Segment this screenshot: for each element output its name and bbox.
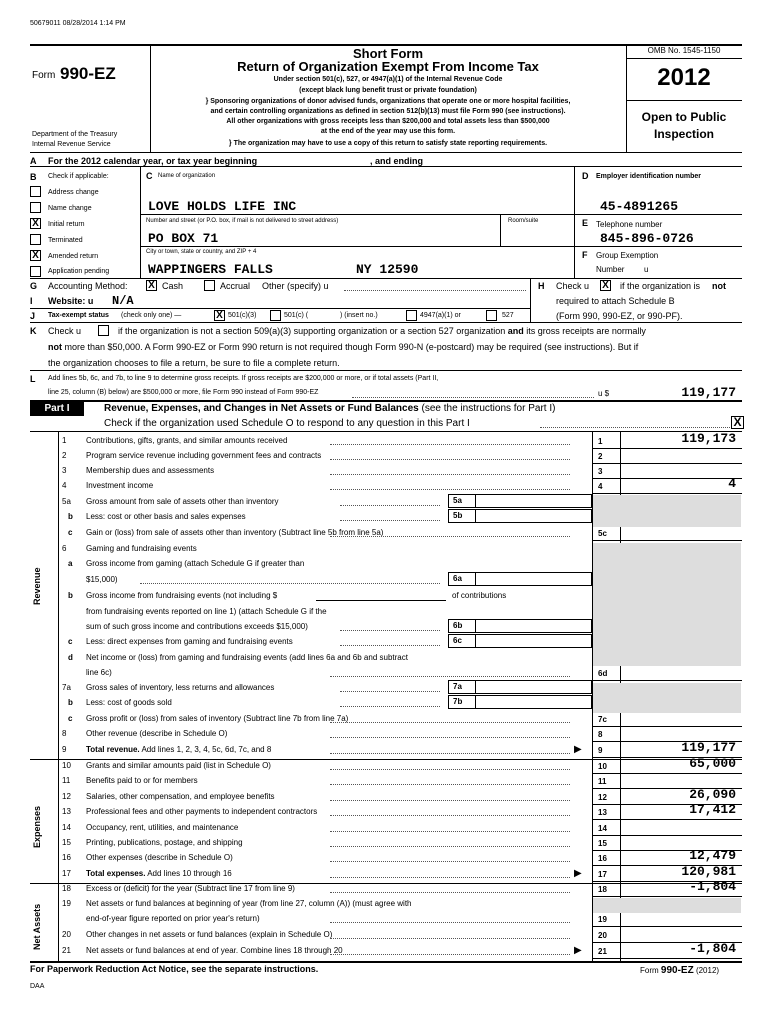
line-description: Printing, publications, postage, and shipping [86,838,243,847]
line-description: Membership dues and assessments [86,466,215,475]
row-k-letter: K [30,326,37,336]
line-description: Net assets or fund balances at end of year. Combine lines 18 through 20 [86,946,343,955]
row-j-letter: J [30,311,36,321]
website-label: Website: u [48,296,94,306]
row-h-text-2: required to attach Schedule B [556,296,675,306]
title-short-form: Short Form [352,46,424,61]
line-description: Net income or (loss) from gaming and fundraising events (add lines 6a and 6b and subtract [86,653,408,662]
sponsor-line-3: All other organizations with gross receipts less than $200,000 and total assets less than $500,000 [226,118,550,125]
subline-box: 5b [448,509,476,523]
line-number: d [68,653,73,662]
line-description: Gross amount from sale of assets other than inventory [86,497,279,506]
line-number: 19 [62,899,71,908]
checkbox-schedule-b[interactable]: X [600,280,611,291]
line-box-number: 7c [598,715,607,724]
row-h-letter: H [538,281,545,291]
side-label-expenses: Expenses [32,805,42,848]
line-amount[interactable]: -1,804 [689,879,736,894]
contributions-suffix: of contributions [452,591,507,600]
row-a-text: For the 2012 calendar year, or tax year beginning [48,156,258,166]
line-box-number: 18 [598,885,607,894]
checkbox-cash[interactable]: X [146,280,157,291]
open-public-2: Inspection [653,127,714,141]
checkbox-schedule-o[interactable]: X [731,416,744,429]
checkbox-address-change[interactable] [30,186,41,197]
line-description: Other changes in net assets or fund balances (explain in Schedule O) [86,930,333,939]
side-label-revenue: Revenue [32,567,42,605]
line-number: c [68,528,73,537]
open-public-1: Open to Public [641,110,727,124]
sponsor-line-2: and certain controlling organizations as defined in section 512(b)(13) must file Form 990 (see instructions). [210,108,566,115]
state-zip[interactable]: NY 12590 [356,262,419,277]
label-initial-return: Initial return [48,221,85,228]
line-description: Program service revenue including government fees and contracts [86,451,322,460]
other-method-label: Other (specify) u [262,281,329,291]
line-number: 21 [62,946,71,955]
tax-exempt-note: (check only one) — [121,312,182,319]
line-number: 15 [62,838,71,847]
arrow-icon: ▶ [574,868,582,879]
group-number-arrow: u [644,265,649,274]
checkbox-name-change[interactable] [30,202,41,213]
line-amount[interactable]: 120,981 [681,864,736,879]
line-description: Net assets or fund balances at beginning of year (from line 27, column (A)) (must agree with [86,899,412,908]
line-box-number: 11 [598,777,607,786]
subline-amount-input[interactable] [476,619,592,633]
line-description: Gross income from fundraising events (not including $ [86,591,278,600]
line-description: Professional fees and other payments to independent contractors [86,807,318,816]
line-number: 4 [62,481,67,490]
subline-box: 5a [448,494,476,508]
arrow-icon: ▶ [574,945,582,956]
row-k-text-3: the organization chooses to file a return, be sure to file a complete return. [48,358,340,368]
line-number: b [68,512,73,521]
subline-amount-input[interactable] [476,494,592,508]
line-amount[interactable]: -1,804 [689,941,736,956]
subline-amount-input[interactable] [476,634,592,648]
checkbox-application-pending[interactable] [30,266,41,277]
room-label: Room/suite [508,218,539,224]
street-label: Number and street (or P.O. box, if mail is not delivered to street address) [146,218,339,224]
checkbox-501c3[interactable]: X [214,310,225,321]
irs-label: Internal Revenue Service [32,141,111,148]
line-box-number: 3 [598,467,603,476]
subline-box: 7b [448,695,476,709]
omb-number: OMB No. 1545-1150 [647,46,721,55]
subline-amount-input[interactable] [476,680,592,694]
label-527: 527 [502,312,514,319]
line-description: Grants and similar amounts paid (list in Schedule O) [86,761,271,770]
row-b-label: Check if applicable: [48,173,109,180]
line-description: Salaries, other compensation, and employee benefits [86,792,275,801]
line-box-number: 17 [598,870,607,879]
line-box-number: 15 [598,839,607,848]
line-amount[interactable]: 65,000 [689,756,736,771]
row-g-letter: G [30,281,38,291]
line-number: 12 [62,792,71,801]
line-number: 14 [62,823,71,832]
line-number: 6 [62,544,67,553]
line-description: Gaming and fundraising events [86,544,197,553]
line-box-number: 21 [598,947,607,956]
org-name-label: Name of organization [158,173,216,179]
accounting-method-label: Accounting Method: [48,281,128,291]
row-l-text-2: line 25, column (B) below) are $500,000 or more, file Form 990 instead of Form 990-EZ [48,389,319,396]
sponsor-line-4: at the end of the year may use this form. [320,128,456,135]
line-number: 17 [62,869,71,878]
ein-label: Employer identification number [596,173,702,180]
phone-value[interactable]: 845-896-0726 [600,231,694,246]
row-a-and-ending: , and ending [370,156,423,166]
sponsor-line-1: } Sponsoring organizations of donor advised funds, organizations that operate one or more hospital facilities, [205,98,571,105]
line-number: 9 [62,745,67,754]
row-b-letter: B [30,172,37,182]
gross-receipts-value[interactable]: 119,177 [681,385,736,400]
street-address[interactable]: PO BOX 71 [148,231,219,246]
side-label-net-assets: Net Assets [32,903,42,950]
line-description: Gain or (loss) from sale of assets other than inventory (Subtract line 5b from line 5a) [86,528,384,537]
line-description: Less: cost or other basis and sales expenses [86,512,246,521]
tax-exempt-label: Tax-exempt status [48,312,109,319]
subline-box: 6b [448,619,476,633]
line-box-number: 2 [598,452,603,461]
row-h-not: not [712,281,726,291]
line-description-cont: end-of-year figure reported on prior year's return) [86,914,260,923]
line-amount[interactable]: 4 [728,476,736,491]
checkbox-501c[interactable] [270,310,281,321]
group-number-label: Number [596,265,625,274]
line-description: Other expenses (describe in Schedule O) [86,853,233,862]
form-number: 990-EZ [60,64,116,83]
line-number: b [68,698,73,707]
line-amount[interactable]: 119,177 [681,740,736,755]
schedule-o-check-text: Check if the organization used Schedule O to respond to any question in this Part I [104,418,470,429]
subline-amount-input[interactable] [476,572,592,586]
line-box-number: 19 [598,915,607,924]
line-description: Contributions, gifts, grants, and similar amounts received [86,436,288,445]
subline-amount-input[interactable] [476,695,592,709]
line-description: Investment income [86,481,154,490]
line-number: 11 [62,776,71,785]
line-amount[interactable]: 17,412 [689,802,736,817]
line-box-number: 5c [598,529,607,538]
row-f-letter: F [582,250,588,260]
line-number: 10 [62,761,71,770]
row-e-letter: E [582,218,589,228]
label-amended-return: Amended return [48,253,99,260]
tax-year: 2012 [657,64,711,91]
line-box-number: 9 [598,746,603,755]
title-main: Return of Organization Exempt From Income Tax [237,59,539,74]
row-i-letter: I [30,296,33,306]
line-box-number: 1 [598,437,603,446]
checkbox-amended-return[interactable]: X [30,250,41,261]
label-501c: 501(c) ( [284,312,309,319]
line-description-cont: from fundraising events reported on line 1) (attach Schedule G if the [86,607,327,616]
line-box-number: 10 [598,762,607,771]
row-l-arrow: u $ [598,389,610,398]
line-description: Gross profit or (loss) from sales of inventory (Subtract line 7b from line 7a) [86,714,349,723]
line-number: 1 [62,436,67,445]
phone-label: Telephone number [596,220,663,229]
row-d-letter: D [582,171,589,181]
row-h-text: if the organization is [620,281,701,291]
line-box-number: 12 [598,793,607,802]
footer-form: Form 990-EZ (2012) [640,965,720,976]
org-name[interactable]: LOVE HOLDS LIFE INC [148,199,297,214]
line-number: 13 [62,807,71,816]
checkbox-509a3[interactable] [98,325,109,336]
line-number: 5a [62,497,71,506]
under-section: Under section 501(c), 527, or 4947(a)(1) of the Internal Revenue Code [273,76,503,83]
line-number: 16 [62,853,71,862]
checkbox-4947[interactable] [406,310,417,321]
dept-treasury: Department of the Treasury [32,131,118,138]
line-description-cont: line 6c) [86,668,112,677]
line-box-number: 8 [598,730,603,739]
row-l-letter: L [30,374,36,384]
subline-box: 7a [448,680,476,694]
label-insert-no: ) (insert no.) [340,312,378,319]
ein-value[interactable]: 45-4891265 [600,199,679,214]
arrow-icon: ▶ [574,744,582,755]
line-number: 20 [62,930,71,939]
row-h-check: Check u [556,281,590,291]
label-4947: 4947(a)(1) or [420,312,461,319]
line-description: Total expenses. Add lines 10 through 16 [86,869,232,878]
paperwork-notice: For Paperwork Reduction Act Notice, see the separate instructions. [30,964,319,974]
label-application-pending: Application pending [48,268,110,275]
line-number: 3 [62,466,67,475]
checkbox-initial-return[interactable]: X [30,218,41,229]
checkbox-accrual[interactable] [204,280,215,291]
line-description: Occupancy, rent, utilities, and maintenance [86,823,239,832]
line-number: a [68,559,73,568]
label-501c3: 501(c)(3) [228,312,257,319]
line-number: c [68,637,73,646]
line-amount[interactable]: 119,173 [681,431,736,446]
cash-label: Cash [162,281,184,291]
line-amount[interactable]: 12,479 [689,848,736,863]
label-address-change: Address change [48,189,99,196]
line-description: Other revenue (describe in Schedule O) [86,729,228,738]
website-value[interactable]: N/A [112,294,134,308]
row-h-text-3: (Form 990, 990-EZ, or 990-PF). [556,311,683,321]
line-box-number: 13 [598,808,607,817]
line-box-number: 4 [598,482,603,491]
row-k-text-1: if the organization is not a section 509(a)(3) supporting organization or a section 527 organization and its gross receipts are normally [118,326,646,336]
line-description: Gross income from gaming (attach Schedule G if greater than [86,559,305,568]
line-number: 8 [62,729,67,738]
except-text: (except black lung benefit trust or private foundation) [299,87,477,94]
line-description: Excess or (deficit) for the year (Subtract line 17 from line 9) [86,884,295,893]
label-terminated: Terminated [48,237,83,244]
part-1-tag: Part I [44,403,70,414]
subline-box: 6c [448,634,476,648]
part-1-title: Revenue, Expenses, and Changes in Net Assets or Fund Balances (see the instructions for Part I) [104,403,556,414]
row-l-text-1: Add lines 5b, 6c, and 7b, to line 9 to determine gross receipts. If gross receipts are $200,000 or more, or if total assets (Part II, [48,375,439,382]
daa-label: DAA [30,983,45,990]
line-number: 2 [62,451,67,460]
line-description-cont: sum of such gross income and contributions exceeds $15,000) [86,622,308,631]
city-label: City or town, state or country, and ZIP + 4 [146,249,257,255]
line-description-cont: $15,000) [86,575,118,584]
checkbox-terminated[interactable] [30,234,41,245]
checkbox-527[interactable] [486,310,497,321]
line-description: Less: cost of goods sold [86,698,172,707]
subline-box: 6a [448,572,476,586]
line-description: Benefits paid to or for members [86,776,198,785]
row-k-check: Check u [48,326,82,336]
accrual-label: Accrual [220,281,251,291]
city[interactable]: WAPPINGERS FALLS [148,262,273,277]
line-description: Gross sales of inventory, less returns and allowances [86,683,275,692]
group-exemption-label: Group Exemption [596,251,659,260]
label-name-change: Name change [48,205,92,212]
filing-stamp: 50679011 08/28/2014 1:14 PM [30,20,126,27]
line-number: c [68,714,73,723]
row-a-letter: A [30,156,37,166]
sponsor-line-5: } The organization may have to use a copy of this return to satisfy state reporting requirements. [228,140,548,147]
line-box-number: 20 [598,931,607,940]
subline-amount-input[interactable] [476,509,592,523]
line-number: b [68,591,73,600]
row-c-letter: C [146,171,153,181]
line-box-number: 6d [598,669,608,678]
line-box-number: 16 [598,854,607,863]
line-number: 7a [62,683,71,692]
line-amount[interactable]: 26,090 [689,787,736,802]
row-k-text-2: not more than $50,000. A Form 990-EZ or Form 990 return is not required though Form 990-N (e-postcard) may be required (see instructions). But if [48,342,639,352]
line-description: Total revenue. Add lines 1, 2, 3, 4, 5c, 6d, 7c, and 8 [86,745,272,754]
form-label: Form [32,70,56,81]
line-box-number: 14 [598,824,607,833]
line-number: 18 [62,884,71,893]
line-description: Less: direct expenses from gaming and fundraising events [86,637,293,646]
